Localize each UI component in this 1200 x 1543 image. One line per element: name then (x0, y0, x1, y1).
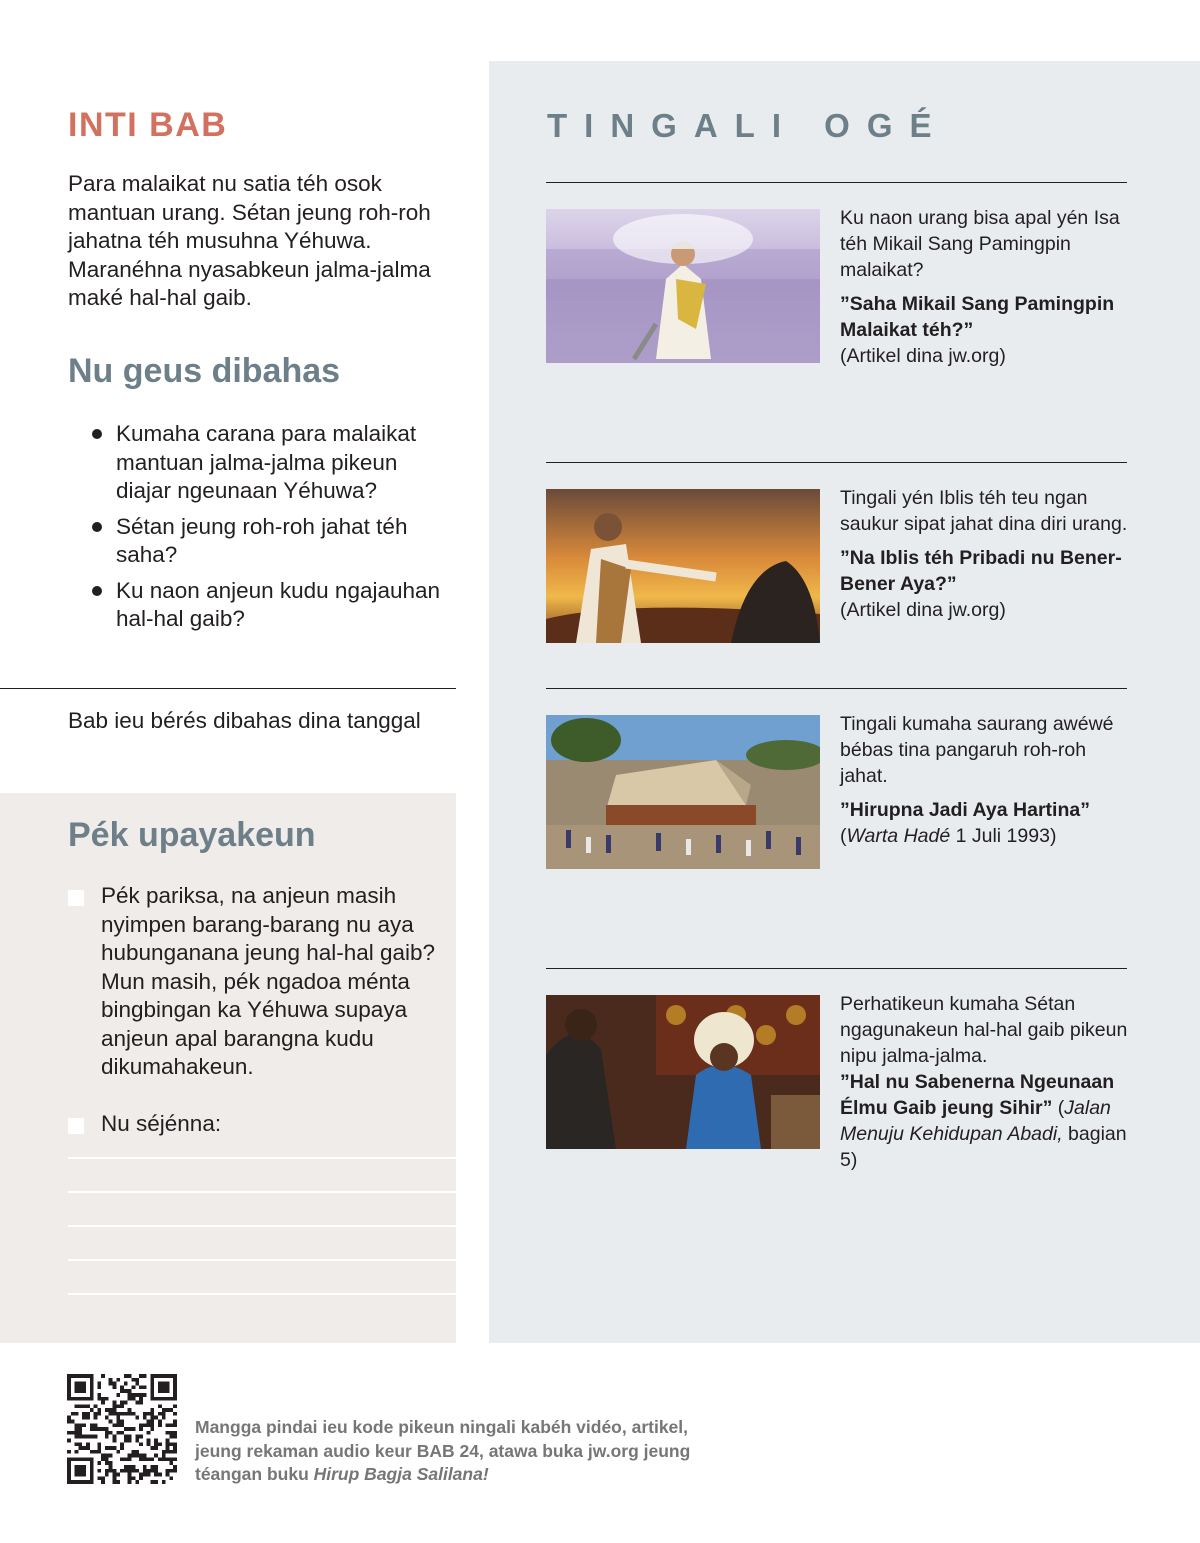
see-also-title: TINGALI OGÉ (547, 107, 949, 144)
card-description: Ku naon urang bisa apal yén Isa téh Mikail Sang Pamingpin malaikat? (840, 207, 1120, 281)
completion-date-label: Bab ieu bérés dibahas dina tanggal (68, 708, 421, 733)
card-title[interactable]: ”Hirupna Jadi Aya Hartina” (840, 799, 1090, 821)
write-line[interactable] (68, 1225, 456, 1259)
card-source-suffix: 1 Juli 1993) (950, 825, 1057, 847)
card-source-prefix: ( (840, 825, 847, 847)
review-item-text: Sétan jeung roh-roh jahat téh saha? (116, 513, 408, 567)
write-line[interactable] (68, 1293, 456, 1327)
card-body (840, 485, 1130, 623)
spiritism-photo (546, 995, 820, 1149)
goal-item-text: Nu séjénna: (101, 1111, 222, 1136)
review-title: Nu geus dibahas (68, 352, 341, 390)
goal-checkbox[interactable] (68, 890, 84, 906)
card-body (840, 711, 1130, 849)
card-source (840, 823, 1130, 849)
goal-item-text: Pék pariksa, na anjeun masih nyimpen barang-barang nu aya hubunganana jeung hal-hal gaib? Mun masih, pék ngadoa ménta bingbingan ka Yéhuwa supaya anjeun apal barangna kudu dikumahakeun. (101, 883, 436, 1079)
see-also-card[interactable] (546, 968, 1127, 1248)
qr-code-icon[interactable] (67, 1374, 177, 1484)
footer-text-main: Mangga pindai ieu kode pikeun ningali kabéh vidéo, artikel, jeung rekaman audio keur BAB 24, atawa buka jw.org jeung téangan buku (195, 1417, 691, 1484)
review-item (92, 577, 452, 634)
card-source: (Artikel dina jw.org) (840, 599, 1006, 621)
see-also-card[interactable] (546, 182, 1127, 462)
review-list (92, 420, 452, 641)
goal-item (68, 1110, 438, 1139)
goal-checkbox[interactable] (68, 1118, 84, 1134)
write-line[interactable] (68, 1259, 456, 1293)
card-description: Tingali yén Iblis téh teu ngan saukur sipat jahat dina diri urang. (840, 487, 1128, 535)
write-line[interactable] (68, 1157, 456, 1191)
card-source: (Artikel dina jw.org) (840, 345, 1006, 367)
see-also-panel (489, 61, 1200, 1343)
card-title[interactable]: ”Hal nu Sabenerna Ngeunaan Élmu Gaib jeung Sihir” (840, 1071, 1115, 1119)
card-description: Perhatikeun kumaha Sétan ngagunakeun hal-hal gaib pikeun nipu jalma-jalma. (840, 993, 1128, 1067)
card-body (840, 205, 1130, 369)
goal-write-lines (68, 1157, 456, 1327)
jesus-and-devil-illustration (546, 489, 820, 643)
bullet-icon (92, 522, 102, 532)
card-description: Tingali kumaha saurang awéwé bébas tina pangaruh roh-roh jahat. (840, 713, 1114, 787)
card-title[interactable]: ”Saha Mikail Sang Pamingpin Malaikat téh?” (840, 293, 1115, 341)
card-title[interactable]: ”Na Iblis téh Pribadi nu Bener-Bener Aya?” (840, 547, 1122, 595)
bullet-icon (92, 429, 102, 439)
see-also-card[interactable] (546, 688, 1127, 968)
review-item-text: Ku naon anjeun kudu ngajauhan hal-hal gaib? (116, 577, 441, 631)
michael-archangel-illustration (546, 209, 820, 363)
construction-site-photo (546, 715, 820, 869)
goals-box (0, 793, 456, 1343)
left-divider (0, 688, 456, 689)
summary-text: Para malaikat nu satia téh osok mantuan urang. Sétan jeung roh-roh jahatna téh musuhna Yéhuwa. Maranéhna nyasabkeun jalma-jalma maké hal-hal gaib. (68, 171, 431, 310)
goal-item (68, 882, 438, 1082)
card-source-italic: Jalan Menuju Kehidupan Abadi, (840, 1097, 1111, 1145)
review-item (92, 420, 452, 506)
card-source-prefix: ( (1052, 1097, 1065, 1119)
card-source-suffix: bagian 5) (840, 1123, 1127, 1171)
review-item (92, 513, 452, 570)
summary-title: INTI BAB (68, 106, 228, 144)
footer-text (195, 1416, 725, 1487)
card-source-italic: Warta Hadé (846, 825, 951, 847)
card-body (840, 991, 1130, 1173)
review-item-text: Kumaha carana para malaikat mantuan jalma-jalma pikeun diajar ngeunaan Yéhuwa? (116, 421, 417, 503)
bullet-icon (92, 586, 102, 596)
write-line[interactable] (68, 1191, 456, 1225)
footer-book-title: Hirup Bagja Salilana! (313, 1464, 489, 1484)
goals-title: Pék upayakeun (68, 816, 316, 854)
